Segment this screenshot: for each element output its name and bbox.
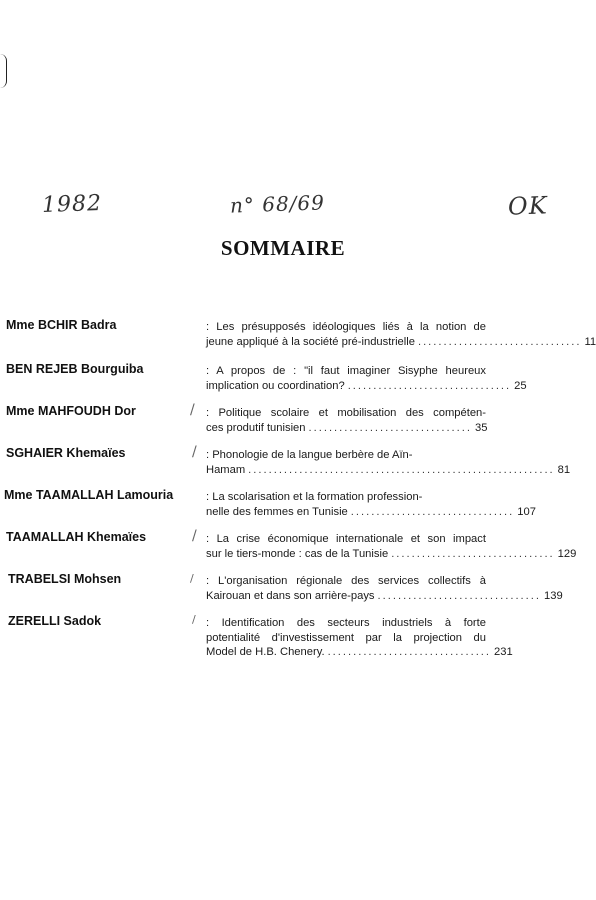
page-edge-mark [0, 54, 7, 88]
toc-leader-dots: ................................ [391, 547, 555, 560]
toc-title-line: nelle des femmes en Tunisie [206, 505, 348, 518]
toc-author: BEN REJEB Bourguiba [6, 362, 144, 376]
pencil-slash-mark: / [190, 402, 195, 418]
handwritten-year: 1982 [41, 190, 103, 219]
toc-title-line: : L'organisation régionale des services collectifs à [206, 575, 486, 587]
toc-page-number: 25 [514, 379, 527, 392]
toc-title-line: : La scolarisation et la formation profession- [206, 491, 423, 503]
toc-title [206, 490, 536, 519]
toc-title-line: jeune appliqué à la société pré-industrielle [206, 335, 415, 348]
toc-leader-dots: ................................ [347, 379, 512, 392]
handwritten-ok-mark: OK [507, 191, 549, 221]
pencil-slash-mark: / [192, 444, 197, 460]
toc-leader-dots: ................................ [350, 505, 515, 518]
toc-page-number: 81 [557, 463, 571, 476]
pencil-slash-mark: / [192, 528, 197, 544]
toc-author: SGHAIER Khemaïes [6, 446, 126, 460]
toc-title-line: : A propos de : "il faut imaginer Sisyphe heureux [206, 365, 486, 377]
toc-title [206, 364, 527, 393]
toc-title-line: Kairouan et dans son arrière-pays [206, 589, 375, 602]
toc-leader-dots: ................................ [327, 646, 492, 658]
toc-title-line: : Les présupposés idéologiques liés à la notion de [206, 321, 486, 333]
toc-title [206, 532, 577, 561]
toc-page-number: 139 [544, 589, 563, 602]
toc-page-number: 11 [584, 335, 596, 348]
toc-leader-dots: ............................................................ [248, 463, 555, 476]
toc-title [206, 448, 571, 477]
toc-leader-dots: ................................ [417, 335, 582, 348]
toc-title-line: : Politique scolaire et mobilisation des compéten- [206, 407, 486, 419]
toc-leader-dots: ................................ [377, 589, 541, 602]
toc-title-line: potentialité d'investissement par la projection du [206, 631, 486, 644]
toc-title-line: implication ou coordination? [206, 379, 345, 392]
toc-title [206, 320, 596, 349]
toc-author: Mme MAHFOUDH Dor [6, 404, 136, 418]
toc-title-line: sur le tiers-monde : cas de la Tunisie [206, 547, 389, 560]
toc-title-line: : Identification des secteurs industriels à forte [206, 617, 486, 629]
toc-author: TRABELSI Mohsen [8, 572, 122, 586]
toc-page-number: 35 [474, 421, 488, 434]
toc-leader-dots: ................................ [308, 421, 472, 434]
toc-page-number: 129 [557, 547, 577, 560]
toc-title [206, 616, 513, 660]
toc-title-line: Hamam [206, 463, 246, 476]
handwritten-issue-number: n° 68/69 [229, 190, 326, 218]
toc-title-line: ces produtif tunisien [206, 421, 306, 434]
pencil-slash-mark: / [190, 572, 194, 585]
pencil-slash-mark: / [192, 613, 196, 626]
toc-page-number: 231 [494, 646, 513, 658]
toc-page-number: 107 [517, 505, 536, 518]
toc-title [206, 406, 486, 435]
toc-author: ZERELLI Sadok [8, 614, 102, 628]
toc-author: TAAMALLAH Khemaïes [6, 530, 147, 544]
page-title: SOMMAIRE [220, 236, 346, 260]
toc-title-line: : Phonologie de la langue berbère de Aïn- [206, 449, 413, 461]
toc-author: Mme BCHIR Badra [6, 318, 117, 332]
toc-title-line: : La crise économique internationale et son impact [206, 533, 486, 545]
toc-title [206, 574, 563, 603]
toc-author: Mme TAAMALLAH Lamouria [4, 488, 174, 502]
toc-title-line: Model de H.B. Chenery. [206, 646, 325, 658]
